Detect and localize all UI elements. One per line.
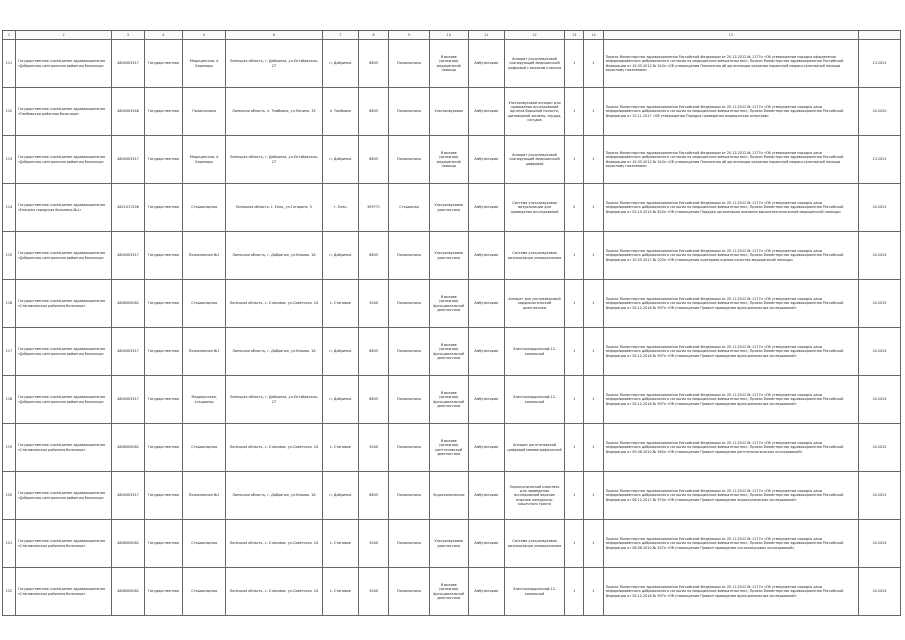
department-cell: Поликлиника (389, 136, 430, 184)
ownership-cell: Государственная (144, 184, 183, 232)
inn-cell: 4808000082 (112, 424, 144, 472)
profile-cell: Амбулатория (468, 328, 504, 376)
legal-basis-cell: Приказ Министерства здравоохранения Российской Федерации от 20.12.2012 № 1177н «Об утверждении порядка дачи информированного добровольного согласия на медицинское вмешательство»; Приказ Министерства здравоохранения Российской Федерации от 26.12.2016 № 997н «Об утверждении Правил проведения функциональных исследований» (603, 568, 858, 616)
column-number-row (3, 31, 901, 40)
row-number-cell: 113 (3, 136, 16, 184)
column-number: 7 (322, 31, 358, 40)
institution-name-cell: Государственное учреждение здравоохранения «Становлянская районная больница» (15, 520, 112, 568)
ownership-cell: Государственная (144, 424, 183, 472)
inn-cell: 4808000082 (112, 280, 144, 328)
legal-basis-cell: Приказ Министерства здравоохранения Российской Федерации от 20.12.2012 № 1177н «Об утверждении порядка дачи информированного добровольного согласия на медицинское вмешательство»; Приказ Министерства здравоохранения Российской Федерации от 10.05.2017 № 203н «Об утверждении критериев оценки качества медицинской помощи» (603, 232, 858, 280)
date-cell: 10.2024 (859, 520, 901, 568)
quantity-cell: 1 (565, 424, 584, 472)
code-cell: 8835 (359, 40, 389, 88)
department-cell: Поликлиника (389, 280, 430, 328)
department-cell: Поликлиника (389, 424, 430, 472)
institution-name-cell: Государственное учреждение здравоохранения «Становлянская районная больница» (15, 424, 112, 472)
service-kind-cell: В вызове (оказании) функциональной диагностики (429, 280, 468, 328)
department-cell: Поликлиника (389, 232, 430, 280)
quantity-cell: 1 (565, 136, 584, 184)
quantity-cell: 1 (584, 40, 603, 88)
code-cell: 8835 (359, 376, 389, 424)
quantity-cell: 1 (584, 280, 603, 328)
column-number: 9 (389, 31, 430, 40)
ownership-cell: Государственная (144, 280, 183, 328)
table-row (3, 376, 901, 424)
date-cell: 10.2024 (859, 568, 901, 616)
code-cell: 399771 (359, 184, 389, 232)
table-row (3, 184, 901, 232)
legal-basis-cell: Приказ Министерства здравоохранения Российской Федерации от 20.12.2012 № 1177н «Об утверждении порядка дачи информированного добровольного согласия на медицинское вмешательство»; Приказ Министерства здравоохранения Российской Федерации от 06.12.2017 № 974н «Об утверждении Правил проведения эндоскопических исследований» (603, 472, 858, 520)
institution-name-cell: Государственное учреждение здравоохранения «Становлянская районная больница» (15, 568, 112, 616)
column-number: 3 (112, 31, 144, 40)
profile-cell: Амбулатория (468, 424, 504, 472)
date-cell: 10.2022 (859, 424, 901, 472)
locality-cell: п. Добринка (322, 472, 358, 520)
quantity-cell: 1 (584, 376, 603, 424)
column-number: 15 (603, 31, 858, 40)
equipment-cell: Аппарат для ультразвуковой кардиологической диагностики (504, 280, 564, 328)
equipment-cell: Система ультразвуковая визуализации универсальная (504, 520, 564, 568)
equipment-cell: Аппарат ультразвуковой сканирующий медицинский цифровой с высоким классом (504, 40, 564, 88)
department-cell: Поликлиника (389, 328, 430, 376)
legal-basis-cell: Приказ Министерства здравоохранения Российской Федерации от 20.12.2012 № 1177н «Об утверждении порядка дачи информированного добровольного согласия на медицинское вмешательство»; Приказ Министерства здравоохранения Российской Федерации от 26.12.2016 № 997н «Об утверждении Правил проведения функциональных исследований» (603, 376, 858, 424)
department-cell: Поликлиника (389, 40, 430, 88)
address-cell: Липецкая область, п. Тамбовка, ул.Ленина, 32 (226, 88, 323, 136)
address-cell: Липецкая область, г. Елец, ул.Гагарина, 5 (226, 184, 323, 232)
equipment-cell: Электрокардиограф 12-канальный (504, 568, 564, 616)
column-number (859, 31, 901, 40)
code-cell: 8835 (359, 136, 389, 184)
date-cell: 13.2021 (859, 40, 901, 88)
inn-cell: 4808000082 (112, 520, 144, 568)
equipment-cell: Система ультразвуковая визуализации для проведения исследований (504, 184, 564, 232)
inn-cell: 4804003317 (112, 376, 144, 424)
row-number-cell: 119 (3, 424, 16, 472)
equipment-table (2, 30, 901, 616)
equipment-cell: Электрокардиограф 12-канальный (504, 376, 564, 424)
ownership-cell: Государственная (144, 88, 183, 136)
quantity-cell: 1 (565, 232, 584, 280)
institution-name-cell: Государственное учреждение здравоохранения «Елецкая городская больница №1» (15, 184, 112, 232)
code-cell: 8835 (359, 328, 389, 376)
row-number-cell: 115 (3, 232, 16, 280)
legal-basis-cell: Приказ Министерства здравоохранения Российской Федерации от 20.12.2012 № 1177н «Об утверждении порядка дачи информированного добровольного согласия на медицинское вмешательство»; Приказ Министерства здравоохранения Российской Федерации от 15.05.2012 № 543н «Об утверждении Положения об организации оказания первичной медико-санитарной помощи взрослому населению» (603, 136, 858, 184)
unit-type-cell: Поликлиника (183, 88, 226, 136)
quantity-cell: 1 (584, 328, 603, 376)
profile-cell: Амбулатория (468, 232, 504, 280)
locality-cell: с. Становое (322, 280, 358, 328)
equipment-cell: Ультразвуковой аппарат для проведения исследований органов брюшной полости, щитовидной железы, сердца, сосудов (504, 88, 564, 136)
locality-cell: г. Елец (322, 184, 358, 232)
date-cell: 10.2021 (859, 184, 901, 232)
quantity-cell: 1 (565, 328, 584, 376)
unit-type-cell: Стационарная (183, 568, 226, 616)
table-row (3, 424, 901, 472)
row-number-cell: 120 (3, 472, 16, 520)
column-number: 1 (3, 31, 16, 40)
locality-cell: с. Становое (322, 568, 358, 616)
code-cell: 3040 (359, 280, 389, 328)
locality-cell: п. Тамбовка (322, 88, 358, 136)
equipment-cell: Аппарат рентгеновский цифровой маммографический (504, 424, 564, 472)
unit-type-cell: Поликлиника №1 (183, 328, 226, 376)
service-kind-cell: Эндоскопическая (429, 472, 468, 520)
service-kind-cell: Ультразвуковая диагностика (429, 520, 468, 568)
quantity-cell: 1 (584, 424, 603, 472)
institution-name-cell: Государственное учреждение здравоохранения «Добрянская центральная районная больница» (15, 376, 112, 424)
unit-type-cell: Стационарная (183, 184, 226, 232)
date-cell: 13.2021 (859, 136, 901, 184)
department-cell: Поликлиника (389, 472, 430, 520)
legal-basis-cell: Приказ Министерства здравоохранения Российской Федерации от 20.12.2012 № 1177н «Об утверждении порядка дачи информированного добровольного согласия на медицинское вмешательство»; Приказ Министерства здравоохранения Российской Федерации от 26.12.2016 № 997н «Об утверждении Правил проведения функциональных исследований» (603, 328, 858, 376)
inn-cell: 4821017256 (112, 184, 144, 232)
table-body (3, 40, 901, 616)
row-number-cell: 111 (3, 40, 16, 88)
row-number-cell: 112 (3, 88, 16, 136)
department-cell: Поликлиника (389, 520, 430, 568)
equipment-cell: Аппарат ультразвуковой сканирующий медицинский цифровой (504, 136, 564, 184)
legal-basis-cell: Приказ Министерства здравоохранения Российской Федерации от 20.12.2012 № 1177н «Об утверждении порядка дачи информированного добровольного согласия на медицинское вмешательство»; Приказ Министерства здравоохранения Российской Федерации от 26.12.2016 № 997н «Об утверждении Правил проведения функциональных исследований» (603, 280, 858, 328)
quantity-cell: 1 (584, 184, 603, 232)
date-cell: 10.2024 (859, 376, 901, 424)
code-cell: 8835 (359, 232, 389, 280)
date-cell: 10.2021 (859, 472, 901, 520)
service-kind-cell: В вызове (оказании) функциональной диагностики (429, 328, 468, 376)
column-number: 14 (584, 31, 603, 40)
institution-name-cell: Государственное учреждение здравоохранения «Добрянская центральная районная больница» (15, 136, 112, 184)
column-number: 11 (468, 31, 504, 40)
profile-cell: Амбулатория (468, 568, 504, 616)
institution-name-cell: Государственное учреждение здравоохранения «Добрянская центральная районная больница» (15, 40, 112, 88)
ownership-cell: Государственная (144, 136, 183, 184)
inn-cell: 4804003317 (112, 136, 144, 184)
row-number-cell: 121 (3, 520, 16, 568)
service-kind-cell: Ультразвуковая (429, 88, 468, 136)
column-number: 13 (565, 31, 584, 40)
table-row (3, 472, 901, 520)
date-cell: 10.2024 (859, 232, 901, 280)
address-cell: Липецкая область, с. Становое, ул.Советская, 24 (226, 568, 323, 616)
institution-name-cell: Государственное учреждение здравоохранения «Добрянская центральная районная больница» (15, 328, 112, 376)
institution-name-cell: Государственное учреждение здравоохранения «Добрянская центральная районная больница» (15, 232, 112, 280)
unit-type-cell: Стационарная (183, 520, 226, 568)
date-cell: 10.2024 (859, 328, 901, 376)
quantity-cell: 1 (565, 88, 584, 136)
ownership-cell: Государственная (144, 232, 183, 280)
unit-type-cell: Медицинская, стационар (183, 376, 226, 424)
institution-name-cell: Государственное учреждение здравоохранения «Тамбовская районная больница» (15, 88, 112, 136)
profile-cell: Амбулатория (468, 376, 504, 424)
code-cell: 3040 (359, 568, 389, 616)
row-number-cell: 118 (3, 376, 16, 424)
table-row (3, 136, 901, 184)
quantity-cell: 1 (584, 472, 603, 520)
address-cell: Липецкая область, с. Становое, ул.Советская, 24 (226, 520, 323, 568)
inn-cell: 4804003317 (112, 328, 144, 376)
inn-cell: 4804003317 (112, 232, 144, 280)
department-cell: Стационар (389, 184, 430, 232)
service-kind-cell: В вызове (оказании) рентгеновской диагностики (429, 424, 468, 472)
column-number: 8 (359, 31, 389, 40)
unit-type-cell: Стационарная (183, 424, 226, 472)
table-row (3, 232, 901, 280)
department-cell: Поликлиника (389, 568, 430, 616)
ownership-cell: Государственная (144, 328, 183, 376)
quantity-cell: 1 (584, 568, 603, 616)
quantity-cell: 1 (565, 472, 584, 520)
inn-cell: 4804003317 (112, 472, 144, 520)
quantity-cell: 1 (584, 88, 603, 136)
address-cell: Липецкая область, с. Становое, ул.Советская, 24 (226, 424, 323, 472)
code-cell: 3040 (359, 424, 389, 472)
column-number: 6 (226, 31, 323, 40)
locality-cell: п. Добринка (322, 40, 358, 88)
quantity-cell: 1 (584, 136, 603, 184)
unit-type-cell: Поликлиника №2 (183, 232, 226, 280)
code-cell: 8835 (359, 88, 389, 136)
address-cell: Липецкая область, г. Добринка, ул.Кирова, 18 (226, 472, 323, 520)
locality-cell: с. Становое (322, 424, 358, 472)
address-cell: Липецкая область, г. Добринка, ул.Кирова, 18 (226, 328, 323, 376)
unit-type-cell: Медицинская, в Бараноры (183, 40, 226, 88)
row-number-cell: 122 (3, 568, 16, 616)
inn-cell: 4804003317 (112, 40, 144, 88)
column-number: 5 (183, 31, 226, 40)
locality-cell: п. Добринка (322, 376, 358, 424)
code-cell: 3040 (359, 520, 389, 568)
address-cell: Липецкая область, с. Становое, ул.Советская, 24 (226, 280, 323, 328)
department-cell: Поликлиника (389, 376, 430, 424)
profile-cell: Амбулатория (468, 184, 504, 232)
column-number: 10 (429, 31, 468, 40)
quantity-cell: 1 (565, 40, 584, 88)
table-row (3, 40, 901, 88)
unit-type-cell: Стационарная (183, 280, 226, 328)
quantity-cell: 2 (565, 184, 584, 232)
inn-cell: 4804003348 (112, 88, 144, 136)
column-number: 12 (504, 31, 564, 40)
equipment-cell: Система ультразвуковая визуализации универсальная (504, 232, 564, 280)
address-cell: Липецкая область, г. Добринка, ул.Октябрьская, 27 (226, 40, 323, 88)
row-number-cell: 114 (3, 184, 16, 232)
address-cell: Липецкая область, г. Добринка, ул.Кирова, 18 (226, 232, 323, 280)
profile-cell: Амбулатория (468, 280, 504, 328)
table-row (3, 568, 901, 616)
profile-cell: Амбулатория (468, 136, 504, 184)
code-cell: 8835 (359, 472, 389, 520)
legal-basis-cell: Приказ Министерства здравоохранения Российской Федерации от 20.12.2012 № 1177н «Об утверждении порядка дачи информированного добровольного согласия на медицинское вмешательство»; Приказ Министерства здравоохранения Российской Федерации от 02.10.2019 № 824н «Об утверждении Порядка организации оказания высокотехнологичной медицинской помощи» (603, 184, 858, 232)
spreadsheet (2, 30, 901, 616)
profile-cell: Амбулатория (468, 88, 504, 136)
table-row (3, 280, 901, 328)
date-cell: 10.2025 (859, 280, 901, 328)
service-kind-cell: Ультразвуковая диагностика (429, 232, 468, 280)
row-number-cell: 117 (3, 328, 16, 376)
legal-basis-cell: Приказ Министерства здравоохранения Российской Федерации от 20.12.2012 № 1177н «Об утверждении порядка дачи информированного добровольного согласия на медицинское вмешательство»; Приказ Министерства здравоохранения Российской Федерации от 15.11.2017 «Об утверждении Порядка проведения медицинских осмотров» (603, 88, 858, 136)
service-kind-cell: Ультразвуковая диагностика (429, 184, 468, 232)
table-row (3, 520, 901, 568)
profile-cell: Амбулатория (468, 40, 504, 88)
ownership-cell: Государственная (144, 568, 183, 616)
legal-basis-cell: Приказ Министерства здравоохранения Российской Федерации от 20.12.2012 № 1177н «Об утверждении порядка оформления информированного добровольного согласия на медицинское вмешательство»; Приказ Министерства здравоохранения Российской Федерации от 15.05.2012 № 543н «Об утверждении Положения об организации оказания первичной медико-санитарной помощи взрослому населению» (603, 40, 858, 88)
quantity-cell: 1 (584, 520, 603, 568)
service-kind-cell: В вызове (оказании) функциональной диагностики (429, 376, 468, 424)
inn-cell: 4808000082 (112, 568, 144, 616)
ownership-cell: Государственная (144, 376, 183, 424)
profile-cell: Амбулатория (468, 472, 504, 520)
legal-basis-cell: Приказ Министерства здравоохранения Российской Федерации от 20.12.2012 № 1177н «Об утверждении порядка дачи информированного добровольного согласия на медицинское вмешательство»; Приказ Министерства здравоохранения Российской Федерации от 08.06.2020 № 557н «Об утверждении Правил проведения ультразвуковых исследований» (603, 520, 858, 568)
column-number: 2 (15, 31, 112, 40)
locality-cell: с. Становое (322, 520, 358, 568)
equipment-cell: Эндоскопический комплекс для проведения исследований верхних отделов желудочно-кишечного тракта (504, 472, 564, 520)
quantity-cell: 1 (565, 568, 584, 616)
quantity-cell: 1 (565, 520, 584, 568)
ownership-cell: Государственная (144, 472, 183, 520)
institution-name-cell: Государственное учреждение здравоохранения «Становлянская районная больница» (15, 280, 112, 328)
quantity-cell: 1 (565, 376, 584, 424)
equipment-cell: Электрокардиограф 12-канальный (504, 328, 564, 376)
unit-type-cell: Поликлиника №2 (183, 472, 226, 520)
service-kind-cell: В вызове (оказании) функциональной диагностики (429, 568, 468, 616)
unit-type-cell: Медицинская, в Бараноры (183, 136, 226, 184)
address-cell: Липецкая область, г. Добринка, ул.Октябрьская, 27 (226, 376, 323, 424)
department-cell: Поликлиника (389, 88, 430, 136)
column-number: 4 (144, 31, 183, 40)
quantity-cell: 1 (565, 280, 584, 328)
profile-cell: Амбулатория (468, 520, 504, 568)
address-cell: Липецкая область, г. Добринка, ул.Октябрьская, 27 (226, 136, 323, 184)
locality-cell: п. Добринка (322, 232, 358, 280)
legal-basis-cell: Приказ Министерства здравоохранения Российской Федерации от 20.12.2012 № 1177н «Об утверждении порядка дачи информированного добровольного согласия на медицинское вмешательство»; Приказ Министерства здравоохранения Российской Федерации от 09.06.2020 № 560н «Об утверждении Правил проведения рентгенологических исследований» (603, 424, 858, 472)
date-cell: 10.2020 (859, 88, 901, 136)
table-row (3, 328, 901, 376)
row-number-cell: 116 (3, 280, 16, 328)
ownership-cell: Государственная (144, 520, 183, 568)
service-kind-cell: В вызове (оказании) медицинской помощи (429, 136, 468, 184)
service-kind-cell: В вызове (оказании) медицинской помощи (429, 40, 468, 88)
locality-cell: п. Добринка (322, 136, 358, 184)
table-row (3, 88, 901, 136)
quantity-cell: 1 (584, 232, 603, 280)
institution-name-cell: Государственное учреждение здравоохранения «Добрянская центральная районная больница» (15, 472, 112, 520)
ownership-cell: Государственная (144, 40, 183, 88)
locality-cell: п. Добринка (322, 328, 358, 376)
